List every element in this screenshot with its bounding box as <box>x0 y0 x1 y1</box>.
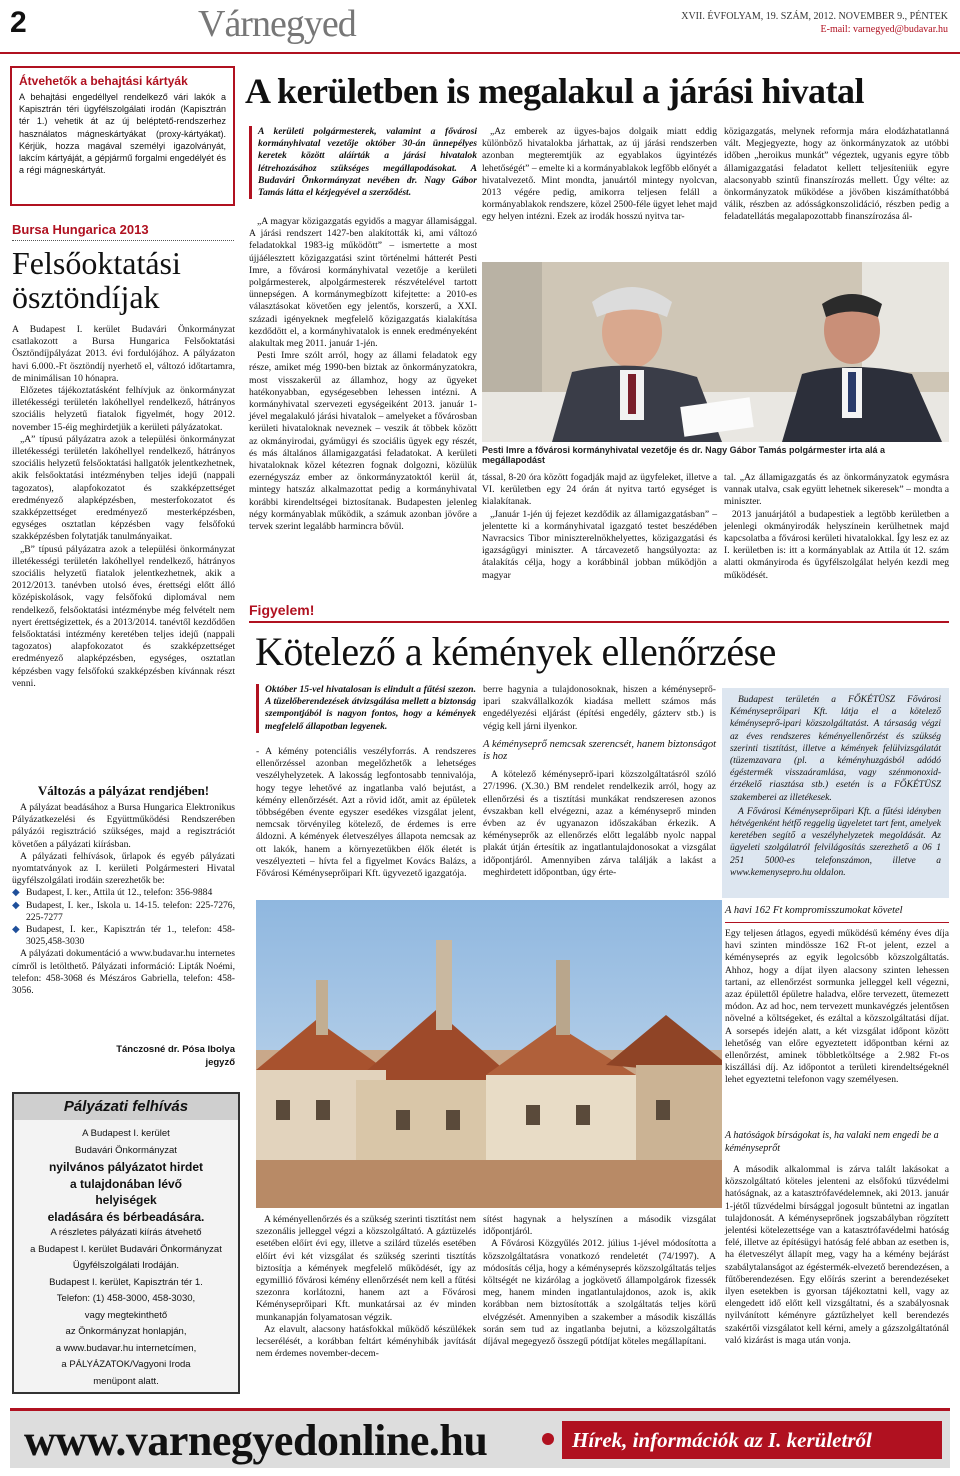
subhead: A kéményseprő nemcsak szerencsét, hanem biztonságot is hoz <box>483 738 716 763</box>
paragraph: A kötelező kéményseprő-ipari közszolgáltatásról szóló 27/1996. (X.30.) BM rendelet rendelkezik arról, hogy az ellenőrzési és a tisztítási munkákat rendszeresen azonos évszakban kell elvégezni, azaz a kéményseprő minden évben az év ugyanazon időszakában érkezik. A kéményseprők az ellenőrzés előtt legalább nyolc nappal plakát útján értesítik az ingatlantulajdonosokat a vizsgálat időpontjáról. Amennyiben zárva találják a lakást a meghirdetett időpontban, úgy érte- <box>483 769 716 878</box>
jaras-column-3 <box>724 126 949 224</box>
kemeny-column-1 <box>256 746 476 880</box>
kemeny-column-3-cont <box>725 1164 949 1347</box>
kemeny-column-1-bottom <box>256 1214 476 1360</box>
issue-info <box>681 10 948 36</box>
page-number: 2 <box>10 6 27 39</box>
headline-jaras: A kerületben is megalakul a járási hivatal <box>245 71 865 111</box>
tender-line: vagy megtekinthető <box>84 1309 168 1321</box>
jaras-column-1 <box>249 216 477 533</box>
bullet-dot-icon <box>542 1433 554 1445</box>
bursa-title <box>12 246 181 314</box>
paragraph: - A kémény potenciális veszélyforrás. A rendszeres ellenőrzéssel azonban megelőzhetők a lehetséges veszélyhelyzetek. A lakosság legfontosabb tennivalója, hogy tegye lehetővé az ingatlanba való bejutást, a kémény ellenőrzését. Azt a rövid időt, amit az épületek többségében évente egyszer esedékes vizsgálat jelent, nemcsak törvényileg kötelező, de érdemes is erre áldozni. A kémények életveszélyes állapota nemcsak az ott lakók, hanem a környezetükben élők életét is veszélyezteti – hívta fel a figyelmet Kovács Balázs, a Fővárosi Kéményseprőipari Kft. ügyvezető igazgatója. <box>256 746 476 880</box>
headline-kemeny: Kötelező a kémények ellenőrzése <box>255 629 776 674</box>
section-rule <box>249 621 949 623</box>
paragraph: A kéményellenőrzés és a szükség szerinti tisztítást nem szezonális jelleggel végzi a közszolgáltató. A gáztüzelés esetében előírt évi egy, illetve a szilárd tüzelés esetében előírt évi két vizsgálat és szükség szerinti tisztítás biztosítja a kémények megfelelő működését, így az egymillió fővárosi kémény ellenőrzését nem kell a fűtési szezonra korlátozni, hanem azt a Fővárosi Kéményseprőipari Kft. munkatársai az év minden munkanapján folyamatosan végzik. <box>256 1214 476 1323</box>
bursa-title-line: Felsőoktatási <box>12 245 181 281</box>
bursa-subhead: Változás a pályázat rendjében! <box>37 783 210 798</box>
jaras-column-3-cont <box>724 472 949 582</box>
paragraph: Pesti Imre szólt arról, hogy az állami feladatok egy része, amiket még 1990-ben biztak az önkormányzatokra, most visszakerül az államhoz, hogy az ügyeket hatékonyabban, egységesebben lehessen intézni. A kormányhivatal szervezeti egységeiként 2013. január 1-jével megalakuló járási hivatalok – amelyeket a fővárosban kerületi hivataloknak neveznek – veszik át többek között az okmányirodai, gyámügyi és szociális ügyek egy részét, és más általános államigazgatási feladatokat. A kerületi hivataloknak közel kétezren fognak dolgozni, közülük ezernégyszáz ember az önkormányzatoktól kerül át, mintegy hatszáz alkalmazottat pedig a kormányhivatal korábbi kirendeltségei biztosítanak. Budapesten jelenleg négy kormányablak működik, a számuk azonban jövőre a tervek szerint legalább harmincra bővül. <box>249 350 477 533</box>
paragraph: A pályázati felhívások, űrlapok és egyéb pályázati nyomtatványok az I. kerületi Polgármesteri Hivatal ügyfélszolgálati irodáin szerezhetők be: <box>12 850 235 887</box>
info-paragraph: Budapest területén a FŐKÉTÜSZ Fővárosi Kéményseprőipari Kft. látja el a kötelező kéményseprő-ipari közszolgáltatást. A társaság végzi az éves rendszeres kéményellenőrzést és szükség szerinti tisztítást, illetve a kémények felülvizsgálatát (tüzemzavara (pl. a kéményhuzgásból adódó égéstermék visszaáramlása, vagy szénmonoxid-érzékelő riasztása stb.) esetén is a FŐKÉTÜSZ szakemberei az illetékesek. <box>730 695 941 803</box>
paragraph: A pályázat beadásához a Bursa Hungarica Elektronikus Pályázatkezelési és Együttműködési Rendszerében pályázói regisztráció szükséges, majd a regisztrációt követően a pályázati kiírásban. <box>12 802 235 850</box>
tender-line: a PÁLYÁZATOK/Vagyoni Iroda <box>61 1359 191 1370</box>
tender-line: Budapest I. kerület, Kapisztrán tér 1. <box>49 1276 203 1288</box>
rooftops-photo <box>256 900 722 1208</box>
tender-line: Telefon: (1) 458-3000, 458-3030, <box>56 1293 196 1304</box>
office-address: ◆ Budapest, I. ker., Kapisztrán tér 1., telefon: 458-3025,458-3030 <box>12 924 235 948</box>
tender-line: az Önkormányzat honlapján, <box>65 1326 187 1337</box>
tender-line: a www.budavar.hu internetcímen, <box>55 1342 197 1354</box>
subhead: A hatóságok bírságokat is, ha valaki nem engedi be a kéményseprőt <box>725 1130 939 1154</box>
tender-line: helyiségek <box>95 1193 157 1207</box>
paragraph: A második alkalommal is zárva talált lakásokat a közszolgáltató köteles jelenteni az elsőfokú tűzvédelmi hatóságnak, az a katasztrófavédelemnek, aki 2013. január 1-jétől tűzvédelmi bírsággal jogosult büntetni az ingatlan tulajdonosát. A kéményseprőnek jogszabályban rögzített jelentési kötelezettsége van a katasztrófavédelmi hatóság felé, illetve az építésügyi hatóság felé abban az esetben is, ha életveszélyt állapít meg, vagy ha a kémény bejárást szabálytalanságot az égéstermék-elvezető berendezésen, a fűtőberendezésen. Egy előírás szerint a berendezéseket ilyen esetekben is gyorsan tájékoztatni kell, vagy az elengedett idő előtt kell vizsgáltatni, és a szabályosnak nyilvánított kéményre gáztűzhelyet kell berendezés szakértői vizsgálatot kell kérni, amely a gázszolgáltatónál való kizárást is maga után vonja. <box>725 1164 949 1346</box>
jaras-column-2 <box>482 126 717 224</box>
kemeny-column-2 <box>483 684 716 879</box>
tender-line: Ügyfélszolgálati Irodáján. <box>72 1260 180 1271</box>
lead-kemeny: Október 15-vel hivatalosan is elindult a fűtési szezon. A tüzelőberendezések átvizsgálása mellett a biztonság szempontjából is nagyon fontos, hogy a kémények megfelelő állapotban legyenek. <box>256 684 476 733</box>
paragraph: közigazgatás, melynek reformja mára elodázhatatlanná vált. Megjegyezte, hogy az önkormányzatok az utóbbi időben „heroikus munkát” végeztek, ugyanis egyre több államigazgatási feladatot kellett teljesíteniük egyre alacsonyabb szintű finanszírozás mellett. Úgy vélte: az önkormányzatok működése a jövőben kiszámíthatóbbá válik, részben az adósságkonszolidáció, részben pedig a feladatellátás megalapozottabb finanszírozása ál- <box>724 126 949 223</box>
paragraph: berre hagynia a tulajdonosoknak, hiszen a kéményseprő-ipari szakvállalkozók kiadása mellett számos más engedélyezési eljárást (építési engedély, gázterv stb.) is végig kell járni ilyenkor. <box>483 684 716 732</box>
issue-line: XVII. ÉVFOLYAM, 19. SZÁM, 2012. NOVEMBER 9., PÉNTEK <box>681 11 948 22</box>
office-address: ◆ Budapest, I. ker., Iskola u. 14-15. telefon: 225-7276, 225-7277 <box>12 900 235 924</box>
rooftops-photo-image <box>256 900 722 1208</box>
paragraph: A Fővárosi Közgyűlés 2012. július 1-jével módosította a közszolgáltatásra vonatkozó rendeletét (74/1997). A módosítás célja, hogy a kéményseprés közszolgáltatás teljes költségét ne kizárólag a jogkövető állampolgárok fizessék meg, hanem minden ingatlantulajdonos, azok is, akik korábban nem biztosították a szolgáltatás teljes körű elvégzését. Amennyiben a szakember a második kiszállás során sem tud az ingatlanba bejutni, a közszolgáltatás díjával megegyező összegű pótdíjat köteles megállapítani. <box>483 1238 716 1348</box>
tender-body <box>18 1126 234 1390</box>
tender-line: A Budapest I. kerület <box>82 1128 170 1139</box>
lead-jaras: A kerületi polgármesterek, valamint a fővárosi kormányhivatal vezetője október 30-án ünnepélyes keretek között aláírták a járási hivatalok létrehozásához szükséges megállapodásokat. A Budavári Önkormányzat nevében dr. Nagy Gábor Tamás látta el kézjegyével a szerződést. <box>249 126 477 199</box>
kemeny-column-3 <box>725 928 949 1087</box>
paragraph: tal. „Az államigazgatás és az önkormányzatok egymásra vannak utalva, csak együtt lehetnek sikeresek” – mondta a miniszter. <box>724 472 949 508</box>
paragraph: „B” típusú pályázatra azok a települési önkormányzat illetékességi területén lakóhellyel rendelkező, hátrányos szociális helyzetű fiatalok jelentkezhetnek, akik a 2012/2013. tanévben utolsó éves, érettségi előtt álló középiskolások, vagy felsőfokú diplomával nem rendelkező, felsőoktatási intézménybe még felvételt nem nyert érettségizettek, és a 2013/2014. tanévtől kezdődően felsőoktatási intézmény keretében teljes idejű (nappali tagozatos) alapfokozatot és szakképzettséget eredményező alapképzésben, egységes, osztatlan képzésben vagy felsőfokú szakképzésben kívánnak részt venni. <box>12 543 235 689</box>
signature-name: Tánczosné dr. Pósa Ibolya <box>116 1044 235 1055</box>
website-link[interactable]: www.varnegyedonline.hu <box>24 1416 488 1465</box>
paragraph: 2013 januárjától a budapestiek a legtöbb kerületben a jelenlegi okmányirodák helyszínein kerülhetnek majd kapcsolatba a fővárosi kerületi hivatalokkal. Így lesz ez az I. kerületben is: itt a kormányablak az Attila út 12. szám alatti okmányiroda és ügyfélszolgálat helyén kezdi meg működését. <box>724 508 949 581</box>
office-address: ◆ Budapest, I. ker., Attila út 12., telefon: 356-9884 <box>12 887 235 899</box>
footer-banner <box>10 1408 950 1468</box>
header-rule <box>0 52 960 54</box>
tender-line: menüpont alatt. <box>93 1375 159 1387</box>
signature-title: jegyző <box>205 1057 235 1068</box>
tender-heading: Pályázati felhívás <box>14 1094 238 1120</box>
photo-caption: Pesti Imre a fővárosi kormányhivatal vezetője és dr. Nagy Gábor Tamás polgármester irta alá a megállapodást <box>482 445 886 465</box>
tender-line: eladására és bérbeadására. <box>47 1209 205 1224</box>
kemeny-column-2-bottom <box>483 1214 716 1348</box>
signature <box>12 1043 235 1069</box>
divider <box>12 240 234 241</box>
tender-line: a tulajdonában lévő <box>69 1176 183 1191</box>
cards-body: A behajtási engedéllyel rendelkező vári lakók a Kapisztrán téri ügyfélszolgálati irodán (Kapisztrán tér 1.) vehetik át az új beléptető-rendszerhez használatos mágneskártyákat (proxy-kártyákat). Kérjük, hozza magával személyi igazolványát, lakcím kártyáját, a gépjármű forgalmi engedélyét és a régi mágneskártyát. <box>19 92 226 176</box>
paragraph: Egy teljesen átlagos, egyedi működésű kémény éves díja havi szinten mindössze 162 Ft-ot jelent, ezzel a kéményseprés az egyik legolcsóbb közszolgáltatás. Ahhoz, hogy a díjat ilyen alacsony szinten lehessen tartani, az ellenőrzést sormunka jelleggel kell végezni, azaz épülettől épületre haladva, előre tervezett, ütemezett módon. Az ad hoc, nem tervezett munkavégzés jelentősen növelné a költségeket, és ezáltal a közszolgáltatási díjat. A sorsepés idején alatt, a két vizsgálat időpont között lehetőség van előre egyeztetett időpontban kérni az ellenőrzést, aminek többletköltsége a 2.982 Ft-os kiszállási díj. Az időpontot a területi kirendeltségeknél lehet egyeztetni telefonon vagy személyesen. <box>725 928 949 1086</box>
info-paragraph: A Fővárosi Kéményseprőipari Kft. a fűtési idényben hétvégenként hétfő reggelig ügyeletet tart fent, amelyek keretében segítő a veszélyhelyzetek megoldását. Az ügyeleti szolgálatról felvilágosítás szerezhető a 06 1 251 5000-es telefonszámon, illetve a www.kemenysepro.hu oldalon. <box>730 806 941 878</box>
jaras-column-2-cont <box>482 472 717 582</box>
masthead: Várnegyed <box>198 3 356 45</box>
tender-line: A részletes pályázati kiírás átvehető <box>50 1227 202 1238</box>
cards-notice-box <box>10 66 235 206</box>
bursa-kicker: Bursa Hungarica 2013 <box>12 222 149 237</box>
tender-line: a Budapest I. kerület Budavári Önkormányzat <box>30 1243 222 1255</box>
footer-tagline: Hírek, információk az I. kerületről <box>562 1421 942 1459</box>
cards-title: Átvehetők a behajtási kártyák <box>19 74 188 88</box>
paragraph: Az elavult, alacsony hatásfokkal működő készülékek lecserélését, a korábban feltárt kéményhibák javítását nem érdemes november-decem- <box>256 1323 476 1360</box>
paragraph: „A” típusú pályázatra azok a települési önkormányzat illetékességi területén lakóhellyel rendelkező, hátrányos szociális helyzetű felsőoktatási hallgatók jelentkezhetnek, akik felsőoktatási intézményben teljes idejű (nappali tagozatos), alapfokozatot és szakképzettséget eredményező alapképzésben, mesterfokozatot és szakképzettséget eredményező mesterképzésben, egységes osztatlan képzésben vagy felsőfokú szakképzésben folytatják tanulmányaikat. <box>12 433 235 543</box>
bursa-title-line: ösztöndíjak <box>12 279 160 315</box>
bursa-article-cont <box>12 802 235 997</box>
paragraph: „A magyar közigazgatás egyidős a magyar államisággal. A járási rendszert 1427-ben alakították ki, ami változó feladatokkal 1983-ig működött” – ismertette a most újjáélesztett közigazgatási szint történelmi hátterét Pesti Imre, a fővárosi kormányhivatal vezetője a kerületi polgármesterek, alpolgármesterek részvételével tartott ünnepségen. A kormánymegbízott kifejtette: a 2010-es választásokat követően egy jelentős, korszerű, a XXI. századi igényeknek megfelelő közigazgatás kialakítása kezdődött el, a kormányhivatalok is ennek eredményeként alakultak meg 2011. január 1-jén. <box>249 216 477 350</box>
paragraph: „Január 1-jén új fejezet kezdődik az államigazgatásban” – jelentette ki a kormányhivatal igazgató testet beszédében Navracsics Tibor miniszterelnökhelyettes, közigazgatási és igazságügyi miniszter. A tárcavezető hangsúlyozta: az átalakítás célja, hogy a korábbinál jobban működjön a magyar <box>482 508 717 581</box>
paragraph: sítést hagynak a helyszínen a második vizsgálat időpontjáról. <box>483 1214 716 1238</box>
tender-notice-box <box>12 1092 240 1394</box>
tender-line: nyilvános pályázatot hirdet <box>48 1160 204 1174</box>
info-box <box>722 688 949 898</box>
attention-label: Figyelem! <box>249 602 315 618</box>
paragraph: „Az emberek az ügyes-bajos dolgaik miatt eddig különböző hivatalokba járhattak, az új járási rendszerben azonban megteremtjük az egyablakos ügyintézés lehetőségét” – emelte ki a kormányablakok legfőbb előnyét a hivatalvezető. Mint mondta, januártól mintegy nyolcvan, 2013 végére pedig, amikorra teljesen feláll a kormányablakok rendszere, közel 2500-féle ügyet lehet majd egy helyen intézni. Ezek az irodák hosszú nyitva tar- <box>482 126 717 223</box>
bursa-article <box>12 324 235 690</box>
paragraph: tással, 8-20 óra között fogadják majd az ügyfeleket, illetve a VI. kerületben egy 24 órán át nyitva tartó egységet is kialakítanak. <box>482 472 717 508</box>
subhead: A havi 162 Ft kompromisszumokat követel <box>725 905 903 916</box>
divider <box>725 922 949 923</box>
paragraph: A pályázati dokumentáció a www.budavar.hu internetes címről is letölthető. Pályázati információ: Lipták Noémi, telefon: 458-3068 és Mészáros Gabriella, telefon: 458-3056. <box>12 948 235 997</box>
signing-photo-image <box>482 262 949 442</box>
paragraph: Előzetes tájékoztatásként felhívjuk az önkormányzat illetékességi területén lakóhellyel rendelkező, hátrányos szociális helyzetű fiatalok figyelmét, hogy 2012. november 15-éig meghirdetjük a kerületi pályázatokat. <box>12 385 235 433</box>
signing-photo <box>482 262 949 442</box>
email-link[interactable]: E-mail: varnegyed@budavar.hu <box>820 24 948 35</box>
paragraph: A Budapest I. kerület Budavári Önkormányzat csatlakozott a Bursa Hungarica Felsőoktatási Ösztöndíjpályázat 2013. évi fordulójához. A pályázaton havi 6.000.-Ft ösztöndíj nyerhető el, változó időtartamra, de minimálisan 10 hónapra. <box>12 324 235 384</box>
tender-line: Budavári Önkormányzat <box>75 1144 177 1156</box>
